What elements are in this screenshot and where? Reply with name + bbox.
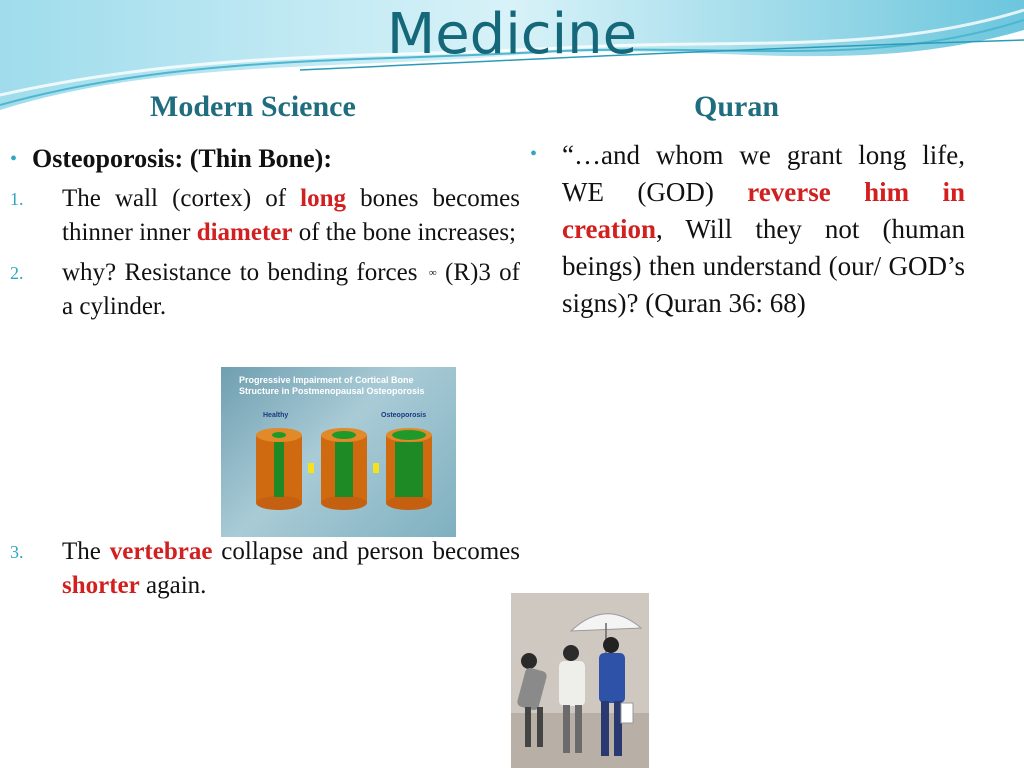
item-number: 3. bbox=[10, 542, 24, 562]
highlight-reverse-creation: reverse him in creation bbox=[562, 177, 965, 244]
bullet-dot-icon: • bbox=[10, 148, 18, 170]
quran-bullet bbox=[530, 137, 965, 322]
photo-illustration bbox=[511, 593, 649, 768]
healthy-bone-cylinder bbox=[256, 428, 302, 510]
osteoporotic-bone-cylinder bbox=[386, 428, 432, 510]
text-run: (R)3 of a cylinder. bbox=[62, 259, 521, 320]
highlight-shorter: shorter bbox=[62, 572, 140, 599]
bullet-dot-icon: • bbox=[530, 143, 538, 165]
item-number: 1. bbox=[10, 189, 24, 209]
text-run: why? Resistance to bending forces bbox=[62, 259, 426, 286]
item-text bbox=[62, 182, 520, 250]
quran-quote bbox=[562, 137, 965, 322]
right-column bbox=[530, 137, 965, 322]
arrow-marker bbox=[373, 463, 379, 473]
text-run: The wall (cortex) of bbox=[62, 185, 301, 212]
figure-title-line: Structure in Postmenopausal Osteoporosis bbox=[239, 386, 425, 396]
list-item bbox=[10, 182, 520, 250]
text-run: of the bone increases; bbox=[292, 219, 517, 246]
figure-label-osteoporosis: Osteoporosis bbox=[381, 412, 427, 419]
figure-label-healthy: Healthy bbox=[263, 412, 289, 419]
topic-heading: Osteoporosis: (Thin Bone): bbox=[32, 144, 332, 173]
bone-diagram-figure bbox=[221, 367, 456, 537]
highlight-vertebrae: vertebrae bbox=[109, 538, 213, 565]
text-run: collapse and person becomes bbox=[212, 538, 520, 565]
left-column-heading: Modern Science bbox=[150, 90, 356, 123]
item-text bbox=[62, 535, 520, 603]
figure-title-line: Progressive Impairment of Cortical Bone bbox=[239, 375, 414, 385]
text-run: “…and whom we grant long life, WE (GOD) bbox=[562, 140, 965, 207]
text-run: The bbox=[62, 538, 110, 565]
text-run: bones becomes thinner inner bbox=[62, 185, 520, 246]
bone-cylinders-diagram bbox=[221, 367, 456, 537]
text-run: , Will they not (human beings) then understand (our/ GOD’s signs)? (Quran 36: 68) bbox=[562, 214, 965, 318]
item-number: 2. bbox=[10, 263, 24, 283]
list-item bbox=[10, 535, 520, 603]
slide-title: Medicine bbox=[386, 2, 638, 67]
item-text bbox=[62, 256, 520, 324]
text-run: again. bbox=[139, 572, 207, 599]
list-item bbox=[10, 256, 520, 324]
right-column-heading: Quran bbox=[694, 90, 780, 123]
mid-bone-cylinder bbox=[321, 428, 367, 510]
proportional-symbol: ∞ bbox=[428, 267, 437, 279]
elderly-people-photo bbox=[511, 593, 649, 768]
topic-bullet bbox=[10, 142, 520, 176]
highlight-diameter: diameter bbox=[196, 219, 293, 246]
arrow-marker bbox=[308, 463, 314, 473]
highlight-long: long bbox=[300, 185, 347, 212]
